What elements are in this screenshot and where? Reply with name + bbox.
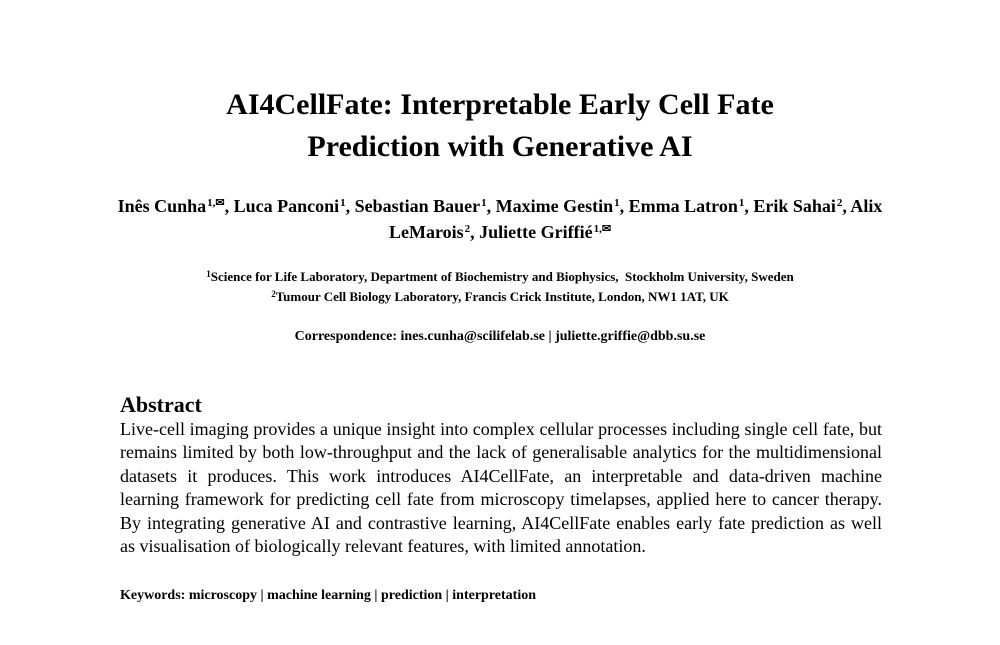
author <box>629 196 745 216</box>
affiliation-marker: 1 <box>206 269 211 279</box>
affiliation-marker: 2 <box>271 289 276 299</box>
author-affiliation-marker: 1 <box>481 197 487 209</box>
author-affiliation-marker: 1 <box>340 197 346 209</box>
author-affiliation-marker: 1 <box>614 197 620 209</box>
title-line-1: AI4CellFate: Interpretable Early Cell Fate <box>226 88 774 121</box>
author <box>234 196 346 216</box>
abstract-body: Live-cell imaging provides a unique insight into complex cellular processes including single cell fate, but remains limited by both low-throughput and the lack of generalisable analytics for the multidimensional datasets it produces. This work introduces AI4CellFate, an interpretable and data-driven machine learning framework for predicting cell fate from microscopy timelapses, applied here to cancer therapy. By integrating generative AI and contrastive learning, AI4CellFate enables early fate prediction as well as visualisation of biologically relevant features, with limited annotation. <box>120 419 882 557</box>
author-affiliation-marker: 2 <box>836 197 843 209</box>
correspondence-line: Correspondence: ines.cunha@scilifelab.se | juliette.griffie@dbb.su.se <box>294 329 706 344</box>
author-name: Luca Panconi <box>233 196 340 216</box>
author-affiliation-marker: 1,✉ <box>207 197 225 209</box>
author <box>479 222 611 242</box>
author-name: Erik Sahai <box>753 196 836 216</box>
author-affiliation-marker: 1,✉ <box>593 223 612 235</box>
keywords-line: Keywords: microscopy | machine learning | prediction | interpretation <box>120 588 536 603</box>
author-name: Maxime Gestin <box>495 196 614 216</box>
author <box>496 196 620 216</box>
author-list: Inês Cunha$^{1,✉}$, Luca Panconi$^1$, Sebastian Bauer$^1$, Maxime Gestin$^1$, Emma Latron$^1$, Erik Sahai$^2$, Alix LeMarois$^2$, Juliette Griffié$^{1,✉}$ <box>117 196 883 242</box>
abstract-heading: Abstract <box>120 392 202 417</box>
affiliation-text: Science for Life Laboratory, Department of Biochemistry and Biophysics, Stockholm University, Sweden <box>210 269 794 284</box>
author-name: Juliette Griffié <box>479 222 593 242</box>
author-affiliation-marker: 2 <box>464 223 471 235</box>
author-name: Emma Latron <box>628 196 738 216</box>
author <box>753 196 842 216</box>
author-affiliation-marker: 1 <box>738 197 745 209</box>
affiliation-list <box>80 267 920 307</box>
author-name: Sebastian Bauer <box>354 196 481 216</box>
affiliation <box>80 267 920 287</box>
affiliation-text: Tumour Cell Biology Laboratory, Francis Crick Institute, London, NW1 1AT, UK <box>275 289 729 304</box>
author-name: Alix LeMarois <box>388 196 883 242</box>
paper-title <box>0 84 1000 168</box>
title-line-2: Prediction with Generative AI <box>307 130 693 163</box>
author <box>355 196 487 216</box>
author <box>118 196 225 216</box>
author-name: Inês Cunha <box>117 196 207 216</box>
affiliation <box>80 287 920 307</box>
